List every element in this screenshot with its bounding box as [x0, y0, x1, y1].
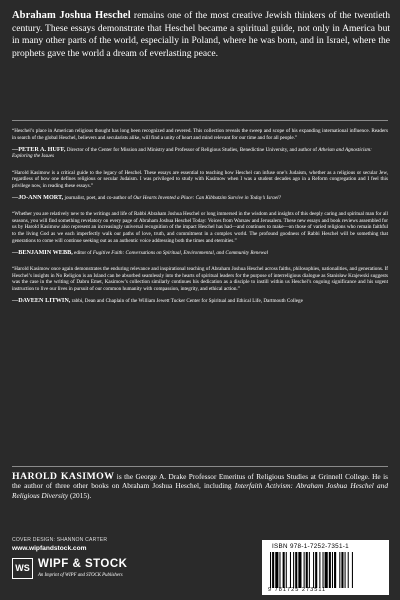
barcode-panel: [262, 540, 389, 595]
author-bio: [12, 472, 388, 500]
endorser-work: Fugitive Faith: Conversations on Spiritual, Environmental, and Community Renewal: [92, 249, 269, 256]
publisher-logo: [12, 556, 172, 586]
endorser-work: Atheism and Agnosticism: Exploring the Issues: [12, 146, 372, 160]
endorser-work: Our Hearts Invented a Place: Can Kibbutzim Survive in Today’s Israel?: [133, 194, 282, 201]
endorsement: [12, 128, 388, 160]
endorsement-quote: “Harold Kasimow once again demonstrates the enduring relevance and inspirational teaching of Abraham Joshua Heschel across faiths, philosophies, nationalities, and generations. If Heschel’s insights in No Religion is an Island can be absorbed seamlessly into the hearts of spiritual leaders for the purpose of interreligious dialogue as Stanisław Krajewski suggests was the case in the writing of Dabru Emet, Kasimow’s collection similarly continues his dedication as a disciple to instill within us Heschel’s ongoing significance and his urgent instruction to live our lives in pursuit of our common humanity with compassion, integrity, and ethical action.”: [12, 266, 388, 292]
bio-text: is the George A. Drake Professor Emeritus of Religious Studies at Grinnell College. He is the author of three other books on Abraham Joshua Heschel, including: [12, 472, 388, 491]
bio-name: HAROLD KASIMOW: [12, 471, 115, 482]
barcode-icon: [270, 552, 381, 588]
endorser-name: —BENJAMIN WEBB,: [12, 248, 73, 256]
endorsement-quote: “Whether you are relatively new to the writings and life of Rabbi Abraham Joshua Heschel or long immersed in the wisdom and insights of this deeply caring and spiritual man for all seasons, you will find something revelatory on every page of Abraham Joshua Heschel Today: Voices from Warsaw and Jerusalem. These new essays and book reviews assembled for us by Harold Kasimow also represent an increasingly universal recognition of the impact Heschel has had—and continues to make—on those of varied religions who remain faithful to the living God as we each imperfectly walk our paths of love, truth, and commitment in a complex world. The profound goodness of Rabbi Heschel will be something that generations to come will continue seeking out as an authentic voice addressing both the times and eternities.”: [12, 211, 388, 244]
intro-author: Abraham Joshua Heschel: [12, 10, 131, 21]
top-divider: [12, 120, 388, 121]
endorser-name: —PETER A. HUFF,: [12, 145, 66, 153]
endorsements: [12, 128, 388, 314]
endorser-desc: editor of: [72, 249, 93, 256]
endorsement-attribution: [12, 250, 388, 257]
endorsement-attribution: [12, 195, 388, 202]
publisher-name: WIPF & STOCK: [38, 558, 128, 570]
endorser-name: —JO-ANN MORT,: [12, 193, 64, 201]
endorsement-attribution: [12, 147, 388, 160]
endorsement: [12, 211, 388, 256]
endorsement-quote: “Heschel’s place in American religious thought has long been recognized and revered. This collection reveals the sweep and scope of his expanding international influence. Readers in search of the global Heschel, believers and secularists alike, will find a unity of heart and mind relevant for our time and for all people.”: [12, 128, 388, 141]
publisher-tagline: An Imprint of WIPF and STOCK Publishers: [38, 573, 123, 578]
endorser-desc: Director of the Center for Mission and Ministry and Professor of Religious Studies, Benedictine University, and author of: [65, 146, 319, 153]
endorsement: [12, 266, 388, 304]
endorser-desc: rabbi, Dean and Chaplain of the William Jewett Tucker Center for Spiritual and Ethical Life, Dartmouth College: [70, 297, 303, 304]
endorser-desc: journalist, poet, and co-author of: [63, 194, 134, 201]
endorsement: [12, 170, 388, 202]
endorsement-attribution: [12, 298, 388, 305]
intro-text: remains one of the most creative Jewish thinkers of the twentieth century. These essays demonstrate that Heschel became a spiritual guide, not only in America but in many other parts of the world, especially in Poland, where he was born, and in Israel, where the prophets gave the world a dream of everlasting peace.: [12, 10, 390, 59]
bottom-divider: [12, 466, 388, 467]
endorser-name: —DAVEEN LITWIN,: [12, 296, 71, 304]
endorsement-quote: “Harold Kasimow is a critical guide to the legacy of Heschel. These essays are essential to teaching how Heschel can infuse one’s Judaism, whether as a religious or secular Jew, regardless of how one defines religious or secular Judaism. I was privileged to study with Kasimow when I was a student decades ago in a Reform congregation and I feel this privilege now, in reading these essays.”: [12, 169, 388, 189]
ws-logo-icon: WS: [12, 558, 33, 579]
cover-design-credit: COVER DESIGN: SHANNON CARTER: [12, 537, 108, 543]
barcode-number: 9 781725 273511: [268, 587, 327, 593]
intro-paragraph: [12, 10, 390, 60]
isbn-label: ISBN 978-1-7252-7351-1: [272, 543, 349, 550]
publisher-website: www.wipfandstock.com: [12, 545, 87, 552]
bio-work: Interfaith Activism: Abraham Joshua Heschel and Religious Diversity: [12, 481, 388, 500]
bio-tail: (2015).: [68, 490, 92, 500]
